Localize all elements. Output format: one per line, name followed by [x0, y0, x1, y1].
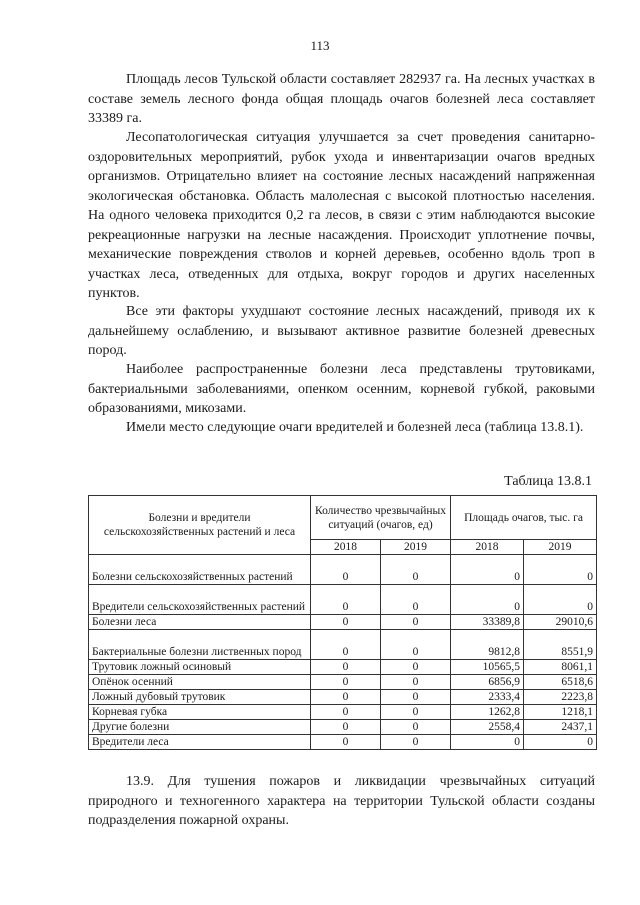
row-name-text: Ложный дубовый трутовик — [92, 691, 226, 703]
header-year: 2019 — [524, 540, 597, 555]
cell-area-2019: 8061,1 — [524, 660, 597, 675]
paragraph-text: Все эти факторы ухудшают состояние лесных насаждений, приводя их к дальнейшему ослаблению, и вызывают активное развитие болезней древесных пород. — [88, 304, 595, 358]
cell-count-2019: 0 — [381, 720, 451, 735]
paragraph-factors — [88, 302, 595, 361]
cell-area-2019: 2437,1 — [524, 720, 597, 735]
cell-area-2018: 0 — [451, 585, 524, 615]
header-name: Болезни и вредители сельскохозяйственных растений и леса — [89, 496, 311, 555]
cell-area-2018: 0 — [451, 735, 524, 750]
row-name-text: Вредители леса — [92, 736, 169, 748]
cell-area-2018: 2558,4 — [451, 720, 524, 735]
paragraph-text: Площадь лесов Тульской области составляет 282937 га. На лесных участках в составе земель лесного фонда общая площадь очагов болезней леса составляет 33389 га. — [88, 72, 595, 126]
cell-count-2018: 0 — [311, 720, 381, 735]
row-name-text: Вредители сельскохозяйственных растений — [92, 601, 306, 613]
row-name-text: Болезни сельскохозяйственных растений — [92, 571, 293, 583]
table-row — [89, 660, 597, 675]
row-name — [89, 660, 311, 675]
cell-area-2019: 0 — [524, 735, 597, 750]
cell-count-2018: 0 — [311, 660, 381, 675]
row-name-text: Бактериальные болезни лиственных пород — [92, 646, 302, 658]
paragraph-table-intro — [88, 418, 595, 438]
cell-area-2018: 0 — [451, 555, 524, 585]
cell-count-2019: 0 — [381, 555, 451, 585]
paragraph-forest-area — [88, 70, 595, 129]
cell-count-2019: 0 — [381, 660, 451, 675]
row-name-text: Опёнок осенний — [92, 676, 173, 688]
row-name — [89, 585, 311, 615]
header-count: Количество чрезвычайных ситуаций (очагов, ед) — [311, 496, 451, 540]
cell-area-2018: 6856,9 — [451, 675, 524, 690]
cell-count-2019: 0 — [381, 615, 451, 630]
row-name — [89, 735, 311, 750]
table-row — [89, 705, 597, 720]
cell-area-2019: 0 — [524, 555, 597, 585]
cell-area-2018: 9812,8 — [451, 630, 524, 660]
row-name — [89, 555, 311, 585]
row-name-text: Трутовик ложный осиновый — [92, 661, 232, 673]
table-row — [89, 615, 597, 630]
table-row — [89, 735, 597, 750]
row-name — [89, 690, 311, 705]
page-number: 113 — [310, 38, 330, 53]
cell-count-2018: 0 — [311, 735, 381, 750]
row-name — [89, 720, 311, 735]
table-row — [89, 720, 597, 735]
table-caption: Таблица 13.8.1 — [504, 474, 592, 489]
paragraph-phytosanitary-situation — [88, 128, 595, 304]
cell-area-2019: 29010,6 — [524, 615, 597, 630]
table-row — [89, 585, 597, 615]
pests-diseases-table — [88, 495, 597, 750]
header-year: 2019 — [381, 540, 451, 555]
cell-area-2019: 2223,8 — [524, 690, 597, 705]
header-year: 2018 — [311, 540, 381, 555]
cell-count-2019: 0 — [381, 630, 451, 660]
cell-area-2019: 0 — [524, 585, 597, 615]
cell-count-2019: 0 — [381, 705, 451, 720]
paragraph-common-diseases — [88, 360, 595, 419]
cell-count-2018: 0 — [311, 675, 381, 690]
row-name — [89, 615, 311, 630]
cell-area-2018: 2333,4 — [451, 690, 524, 705]
cell-area-2019: 6518,6 — [524, 675, 597, 690]
header-area: Площадь очагов, тыс. га — [451, 496, 597, 540]
table-row — [89, 690, 597, 705]
cell-area-2018: 33389,8 — [451, 615, 524, 630]
paragraph-text: Имели место следующие очаги вредителей и болезней леса (таблица 13.8.1). — [126, 420, 584, 435]
cell-count-2018: 0 — [311, 555, 381, 585]
cell-count-2018: 0 — [311, 585, 381, 615]
row-name — [89, 705, 311, 720]
cell-area-2019: 1218,1 — [524, 705, 597, 720]
cell-area-2019: 8551,9 — [524, 630, 597, 660]
cell-count-2019: 0 — [381, 735, 451, 750]
cell-count-2018: 0 — [311, 705, 381, 720]
cell-area-2018: 10565,5 — [451, 660, 524, 675]
row-name-text: Болезни леса — [92, 616, 157, 628]
table-row — [89, 630, 597, 660]
cell-count-2019: 0 — [381, 675, 451, 690]
paragraph-text: Наиболее распространенные болезни леса представлены трутовиками, бактериальными заболеваниями, опенком осенним, корневой губкой, раковыми образованиями, микозами. — [88, 362, 595, 416]
paragraph-text: Лесопатологическая ситуация улучшается за счет проведения санитарно-оздоровительных мероприятий, рубок ухода и инвентаризации очагов вредных организмов. Отрицательно влияет на состояние лесных насаждений напряженная экологическая обстановка. Область малолесная с высокой плотностью населения. На одного человека приходится 0,2 га лесов, в связи с этим наблюдаются высокие рекреационные нагрузки на лесные насаждения. Происходит уплотнение почвы, механические повреждения стволов и корней деревьев, особенно вдоль троп в участках леса, отведенных для отдыха, вокруг городов и других населенных пунктов. — [88, 130, 595, 301]
row-name — [89, 630, 311, 660]
cell-area-2018: 1262,8 — [451, 705, 524, 720]
cell-count-2019: 0 — [381, 690, 451, 705]
paragraph-text: 13.9. Для тушения пожаров и ликвидации чрезвычайных ситуаций природного и техногенного характера на территории Тульской области созданы подразделения пожарной охраны. — [88, 774, 595, 828]
table-row — [89, 675, 597, 690]
table-row — [89, 555, 597, 585]
row-name-text: Корневая губка — [92, 706, 168, 718]
row-name — [89, 675, 311, 690]
header-year: 2018 — [451, 540, 524, 555]
table-body — [89, 555, 597, 750]
cell-count-2018: 0 — [311, 630, 381, 660]
cell-count-2018: 0 — [311, 615, 381, 630]
cell-count-2018: 0 — [311, 690, 381, 705]
paragraph-fire-protection — [88, 772, 595, 831]
row-name-text: Другие болезни — [92, 721, 170, 733]
cell-count-2019: 0 — [381, 585, 451, 615]
